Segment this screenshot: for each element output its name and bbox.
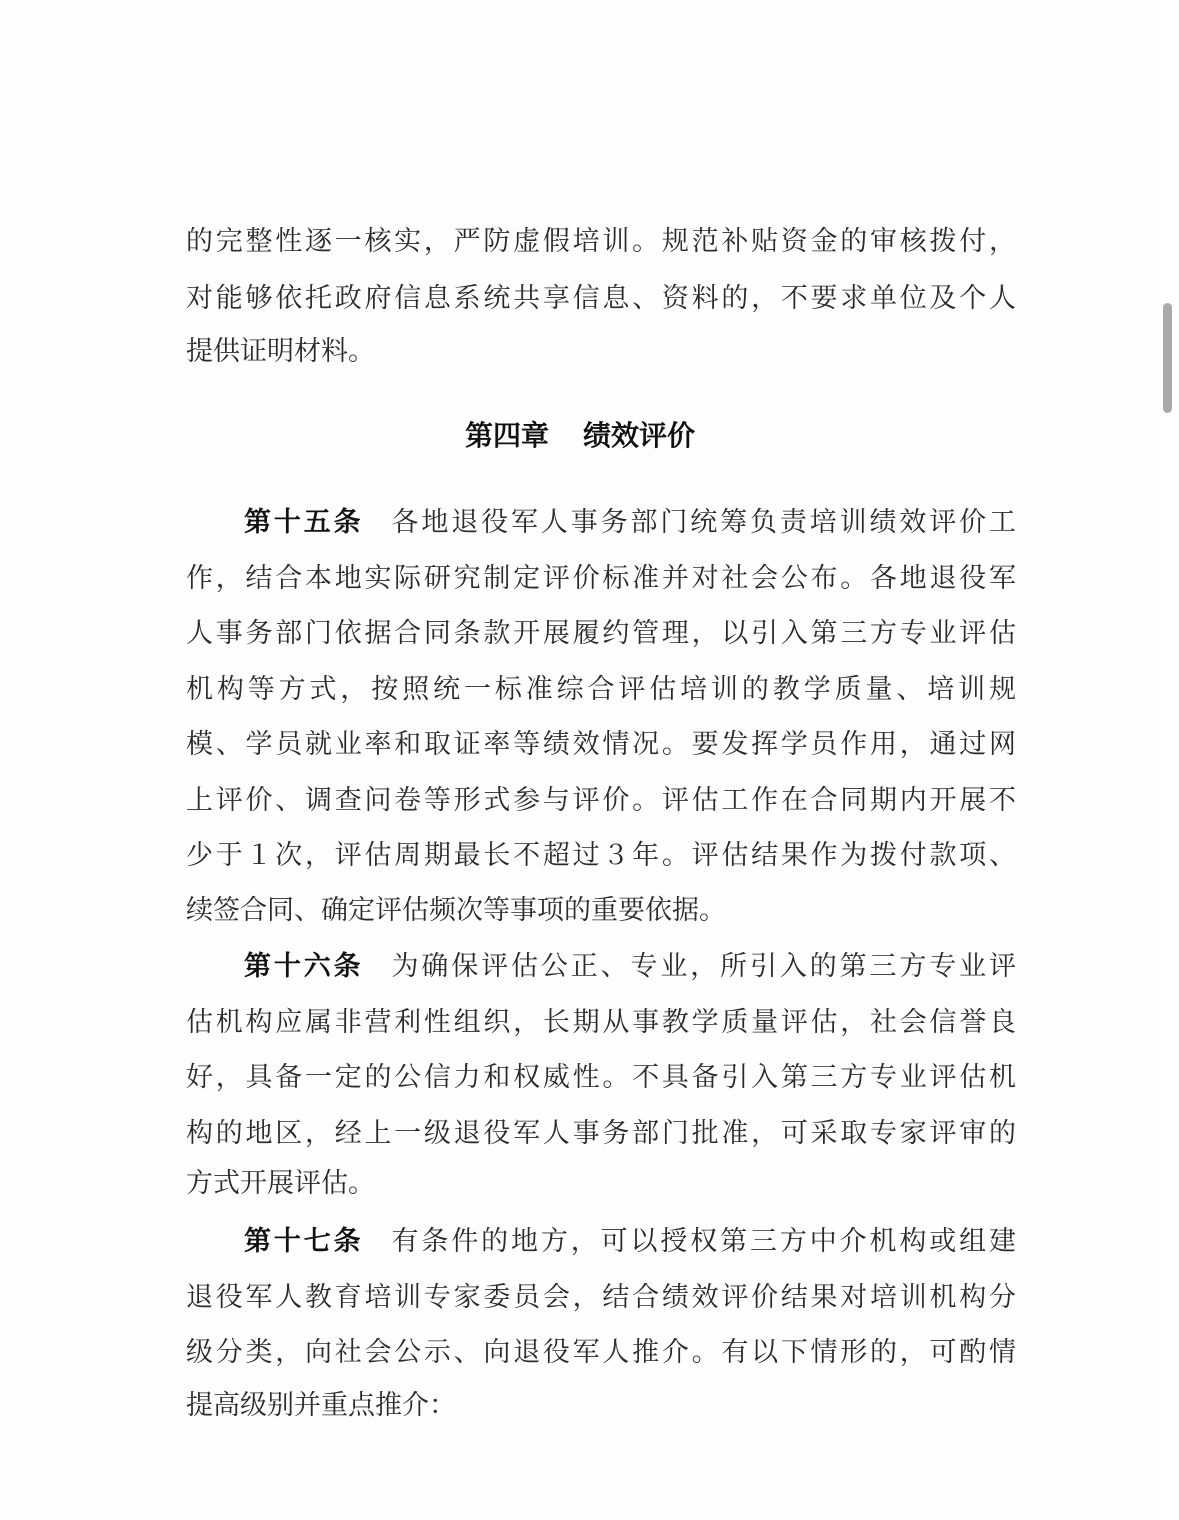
article-line: 机构等方式，按照统一标准综合评估培训的教学质量、培训规 xyxy=(186,674,1016,705)
paragraph-line: 的完整性逐一核实，严防虚假培训。规范补贴资金的审核拨付， xyxy=(186,226,1016,257)
article-first-line xyxy=(244,503,1016,543)
article-label: 第十五条 xyxy=(244,507,364,538)
article-text: 为确保评估公正、专业，所引入的第三方专业评 xyxy=(391,951,1016,982)
article-first-line xyxy=(244,947,1016,987)
paragraph-line: 提供证明材料。 xyxy=(186,336,375,367)
chapter-heading xyxy=(0,416,1160,456)
chapter-title: 绩效评价 xyxy=(583,419,696,452)
article-line: 上评价、调查问卷等形式参与评价。评估工作在合同期内开展不 xyxy=(186,785,1016,816)
article-line: 人事务部门依据合同条款开展履约管理，以引入第三方专业评估 xyxy=(186,618,1016,649)
article-text: 各地退役军人事务部门统筹负责培训绩效评价工 xyxy=(391,507,1016,538)
article-line: 模、学员就业率和取证率等绩效情况。要发挥学员作用，通过网 xyxy=(186,729,1016,760)
article-text: 有条件的地方，可以授权第三方中介机构或组建 xyxy=(391,1226,1016,1257)
vertical-scrollbar[interactable] xyxy=(1163,0,1173,1520)
article-line: 少于１次，评估周期最长不超过３年。评估结果作为拨付款项、 xyxy=(186,840,1016,871)
article-label: 第十七条 xyxy=(244,1226,364,1257)
article-line: 作，结合本地实际研究制定评价标准并对社会公布。各地退役军 xyxy=(186,563,1016,594)
article-line: 好，具备一定的公信力和权威性。不具备引入第三方专业评估机 xyxy=(186,1062,1016,1093)
article-line: 级分类，向社会公示、向退役军人推介。有以下情形的，可酌情 xyxy=(186,1337,1016,1368)
chapter-number: 第四章 xyxy=(464,419,549,452)
article-line: 估机构应属非营利性组织，长期从事教学质量评估，社会信誉良 xyxy=(186,1007,1016,1038)
article-line: 续签合同、确定评估频次等事项的重要依据。 xyxy=(186,895,726,926)
article-line: 提高级别并重点推介： xyxy=(186,1390,456,1421)
article-line: 方式开展评估。 xyxy=(186,1168,375,1199)
article-label: 第十六条 xyxy=(244,951,364,982)
paragraph-line: 对能够依托政府信息系统共享信息、资料的，不要求单位及个人 xyxy=(186,283,1016,314)
article-line: 退役军人教育培训专家委员会，结合绩效评价结果对培训机构分 xyxy=(186,1282,1016,1313)
article-first-line xyxy=(244,1222,1016,1262)
scrollbar-thumb[interactable] xyxy=(1163,303,1172,413)
article-line: 构的地区，经上一级退役军人事务部门批准，可采取专家评审的 xyxy=(186,1118,1016,1149)
